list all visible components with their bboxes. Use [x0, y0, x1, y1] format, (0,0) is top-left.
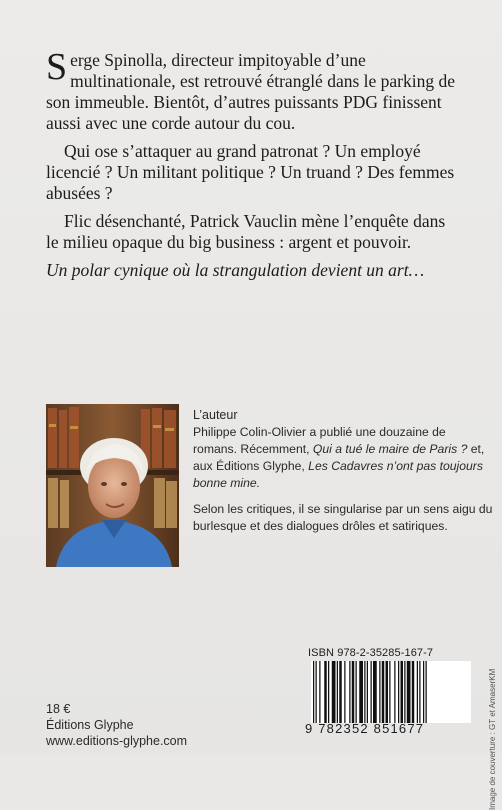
blurb-paragraph-1 [46, 46, 456, 134]
publisher-info [46, 701, 187, 749]
author-section [193, 407, 493, 544]
critics-note: Selon les critiques, il se singularise par un sens aigu du burlesque et des dialogues drôles et satiriques. [193, 502, 493, 533]
isbn-label: ISBN 978-2-35285-167-7 [308, 647, 434, 659]
barcode-graphic [311, 661, 471, 723]
barcode [305, 647, 475, 739]
blurb-paragraph-2: Qui ose s’attaquer au grand patronat ? Un employé licencié ? Un militant politique ? Un truand ? Des femmes abusées ? [46, 141, 455, 203]
blurb-paragraph-3: Flic désenchanté, Patrick Vauclin mène l’enquête dans le milieu opaque du big business : argent et pouvoir. [46, 211, 446, 252]
author-heading: L’auteur [193, 408, 238, 422]
blurb-paragraph-1-text: erge Spinolla, directeur impitoyable d’une multinationale, est retrouvé étranglé dans le parking de son immeuble. Bientôt, d’autres puissants PDG finissent aussi avec une corde autour du cou. [46, 50, 456, 133]
book-title-2: Les Cadavres n’ont pas toujours bonne mine. [193, 459, 483, 490]
author-bio [193, 424, 493, 492]
publisher-name: Éditions Glyphe [46, 718, 134, 732]
author-bio-text-2: et, aux Éditions Glyphe, [193, 442, 485, 473]
drop-cap: S [46, 46, 68, 88]
author-photo [46, 404, 179, 567]
author-portrait-image [46, 404, 179, 567]
price: 18 € [46, 702, 71, 716]
author-bio-text-1: Philippe Colin-Olivier a publié une douzaine de romans. Récemment, [193, 425, 446, 456]
barcode-bars [311, 661, 471, 723]
tagline: Un polar cynique où la strangulation devient un art… [46, 260, 425, 280]
publisher-website: www.editions-glyphe.com [46, 734, 188, 748]
blurb [46, 46, 456, 288]
cover-credit: Image de couverture : GT et AmaserKM [488, 668, 497, 810]
book-title-1: Qui a tué le maire de Paris ? [312, 442, 468, 456]
ean-digits: 9 782352 851677 [305, 721, 425, 736]
